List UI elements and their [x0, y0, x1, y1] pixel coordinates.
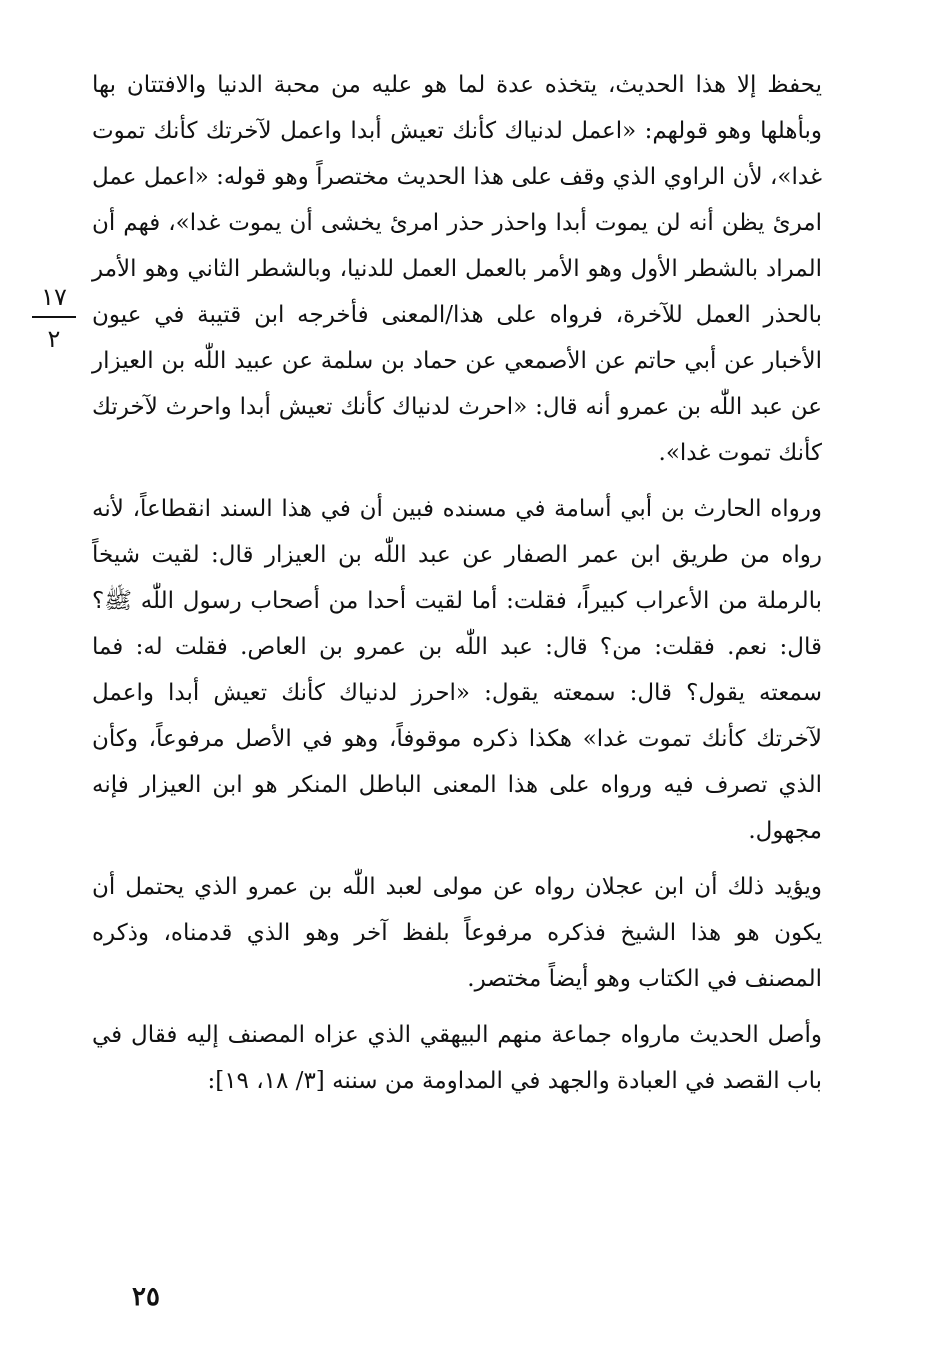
- paragraph-1: يحفظ إلا هذا الحديث، يتخذه عدة لما هو عليه من محبة الدنيا والافتتان بها وبأهلها وهو قولهم: «اعمل لدنياك كأنك تعيش أبدا واعمل لآخرتك كأنك تموت غدا»، لأن الراوي الذي وقف على هذا الحديث مختصراً وهو قوله: «اعمل عمل امرئ يظن أنه لن يموت أبدا واحذر حذر امرئ يخشى أن يموت غدا»، فهم أن المراد بالشطر الأول وهو الأمر بالعمل العمل للدنيا، وبالشطر الثاني وهو الأمر بالحذر العمل للآخرة، فرواه على هذا/المعنى فأخرجه ابن قتيبة في عيون الأخبار عن أبي حاتم عن الأصمعي عن حماد بن سلمة عن عبيد اللّٰه بن العيزار عن عبد اللّٰه بن عمرو أنه قال: «احرث لدنياك كأنك تعيش أبدا واحرث لآخرتك كأنك تموت غدا».: [92, 72, 822, 466]
- margin-reference-page: ٢: [47, 325, 61, 353]
- paragraph-2: ورواه الحارث بن أبي أسامة في مسنده فبين أن في هذا السند انقطاعاً، لأنه رواه من طريق ابن عمر الصفار عن عبد اللّٰه بن العيزار قال: لقيت شيخاً بالرملة من الأعراب كبيراً، فقلت: أما لقيت أحدا من أصحاب رسول اللّٰه ﷺ؟ قال: نعم. فقلت: من؟ قال: عبد اللّٰه بن عمرو بن العاص. فقلت له: فما سمعته يقول؟ قال: سمعته يقول: «احرز لدنياك كأنك تعيش أبدا واعمل لآخرتك كأنك تموت غدا» هكذا ذكره موقوفاً، وهو في الأصل مرفوعاً، وكأن الذي تصرف فيه ورواه على هذا المعنى الباطل المنكر هو ابن العيزار فإنه مجهول.: [92, 496, 822, 844]
- paragraph-3: ويؤيد ذلك أن ابن عجلان رواه عن مولى لعبد اللّٰه بن عمرو الذي يحتمل أن يكون هو هذا الشيخ فذكره مرفوعاً بلفظ آخر وهو الذي قدمناه، وذكره المصنف في الكتاب وهو أيضاً مختصر.: [92, 874, 822, 992]
- margin-reference-divider: [32, 316, 76, 318]
- margin-reference-volume: ١٧: [41, 283, 67, 311]
- main-text-block: [92, 62, 822, 1104]
- page-number: ٢٥: [132, 1282, 160, 1312]
- margin-page-reference: [22, 282, 86, 354]
- paragraph-4: وأصل الحديث مارواه جماعة منهم البيهقي الذي عزاه المصنف إليه فقال في باب القصد في العبادة والجهد في المداومة من سننه [٣/ ١٨، ١٩]:: [92, 1022, 822, 1094]
